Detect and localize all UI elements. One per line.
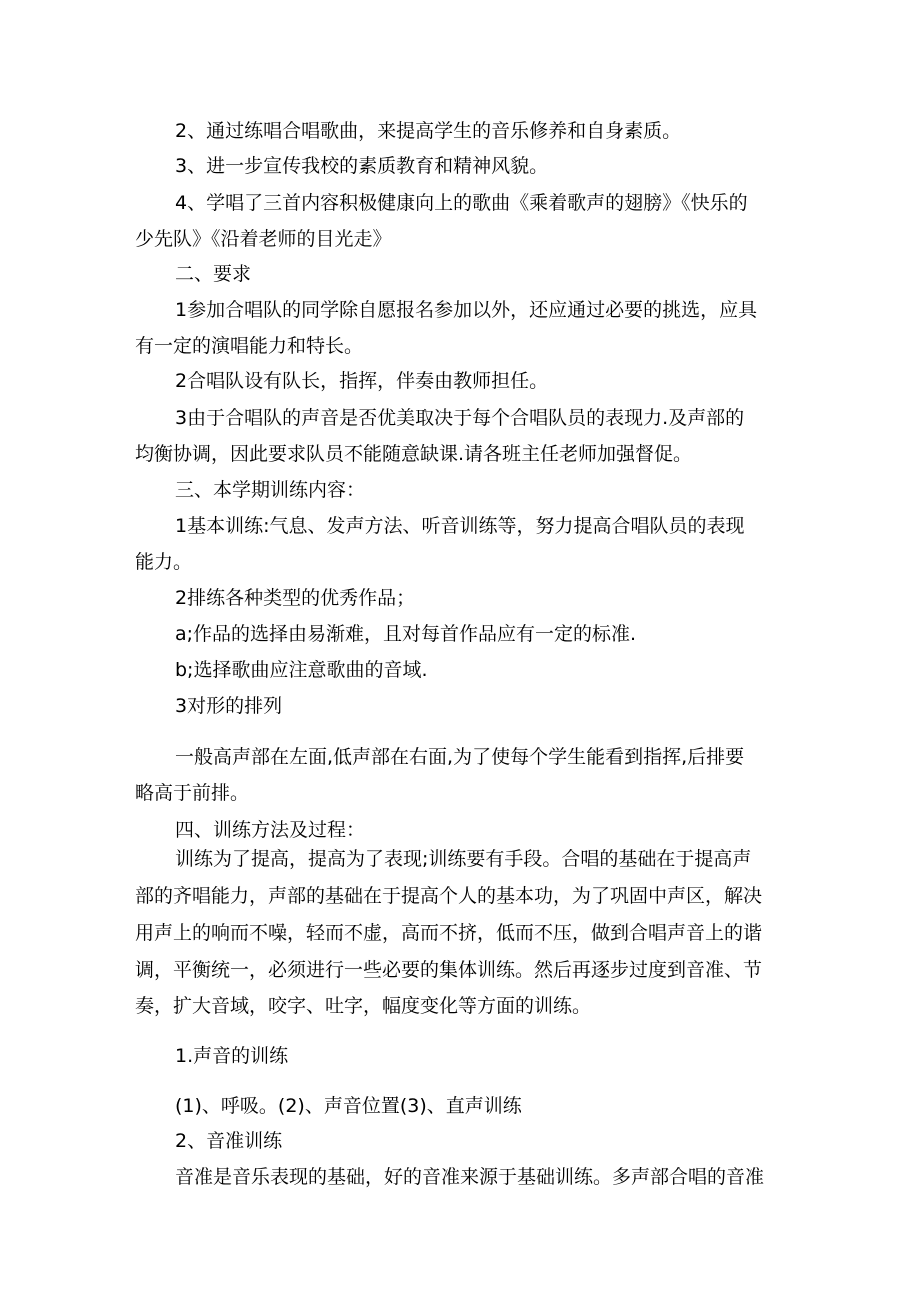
section-heading: 三、本学期训练内容： [175,479,366,501]
paragraph-line: 4、学唱了三首内容积极健康向上的歌曲《乘着歌声的翅膀》《快乐的 [175,192,748,214]
paragraph-line: 能力。 [135,551,193,573]
list-item: 2排练各种类型的优秀作品； [175,587,416,609]
section-heading: 二、要求 [175,263,252,285]
paragraph-line: 1基本训练:气息、发声方法、听音训练等，努力提高合唱队员的表现 [175,515,745,537]
paragraph-line: 调，平衡统一，必须进行一些必要的集体训练。然后再逐步过度到音准、节 [135,959,763,981]
paragraph-line: 有一定的演唱能力和特长。 [135,335,364,357]
list-item: b;选择歌曲应注意歌曲的音域. [175,659,428,681]
paragraph-line: 少先队》《沿着老师的目光走》 [135,228,392,250]
list-item: 2合唱队设有队长，指挥，伴奏由教师担任。 [175,370,549,392]
paragraph-line: 1参加合唱队的同学除自愿报名参加以外，还应通过必要的挑选，应具 [175,299,758,321]
paragraph-line: 用声上的响而不噪，轻而不虚，高而不挤，低而不压，做到合唱声音上的谐 [135,922,763,944]
paragraph-line: 训练为了提高，提高为了表现;训练要有手段。合唱的基础在于提高声 [175,848,752,870]
section-heading: 1.声音的训练 [175,1045,289,1067]
list-item: 3对形的排列 [175,695,283,717]
list-item: a;作品的选择由易渐难，且对每首作品应有一定的标准. [175,623,637,645]
paragraph-line: 音准是音乐表现的基础，好的音准来源于基础训练。多声部合唱的音准 [175,1166,765,1188]
section-heading: 2、音准训练 [175,1130,283,1152]
paragraph-line: 奏，扩大音域，咬字、吐字，幅度变化等方面的训练。 [135,995,592,1017]
list-item: (1)、呼吸。(2)、声音位置(3)、直声训练 [175,1095,522,1117]
paragraph-line: 3由于合唱队的声音是否优美取决于每个合唱队员的表现力.及声部的 [175,407,745,429]
paragraph-line: 一般高声部在左面,低声部在右面,为了使每个学生能看到指挥,后排要 [175,746,745,768]
paragraph-line: 均衡协调，因此要求队员不能随意缺课.请各班主任老师加强督促。 [135,443,693,465]
paragraph-line: 部的齐唱能力，声部的基础在于提高个人的基本功，为了巩固中声区，解决 [135,885,763,907]
section-heading: 四、训练方法及过程： [175,819,366,841]
list-item: 3、进一步宣传我校的素质教育和精神风貌。 [175,155,549,177]
list-item: 2、通过练唱合唱歌曲，来提高学生的音乐修养和自身素质。 [175,120,682,142]
paragraph-line: 略高于前排。 [135,782,250,804]
